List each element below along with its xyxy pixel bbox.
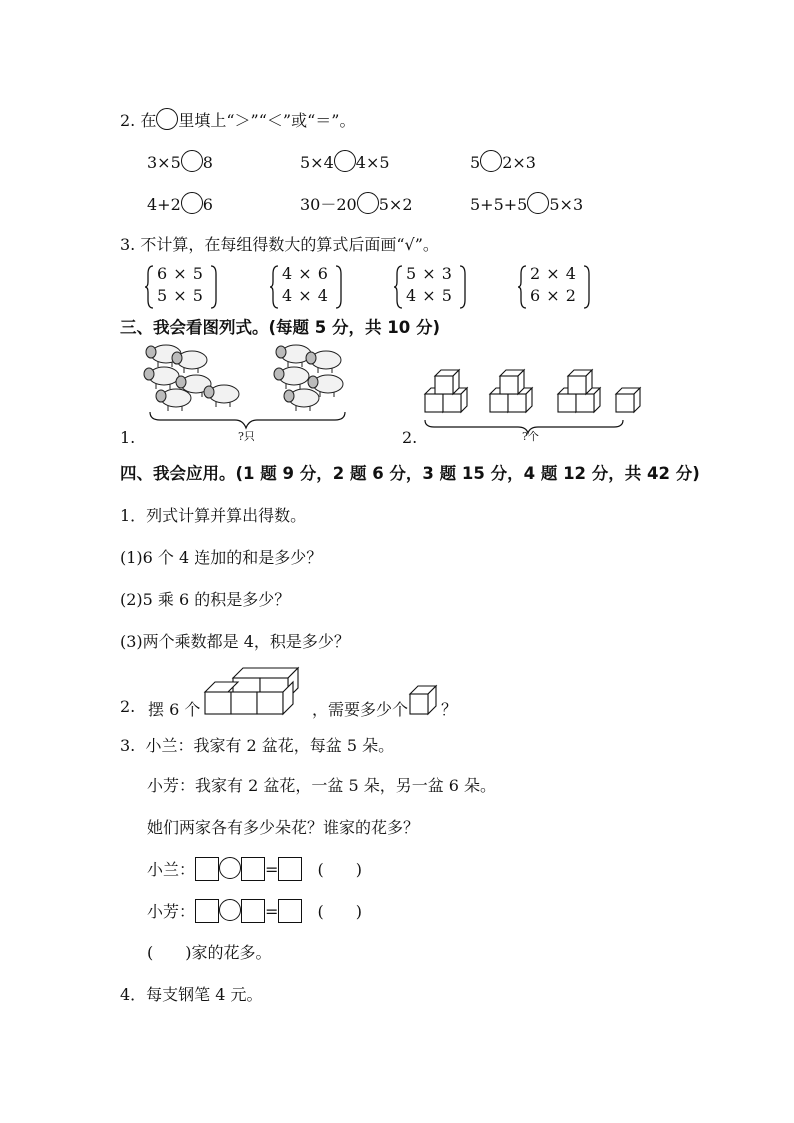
cube-icon	[568, 370, 592, 394]
s4-q3-line3: 她们两家各有多少朵花？谁家的花多？	[147, 818, 420, 837]
operator-circle[interactable]	[219, 899, 241, 921]
compare-item-3: 5 2×3	[470, 150, 536, 172]
single-cube-icon	[408, 684, 440, 716]
unit-blank[interactable]: ( )	[317, 902, 363, 921]
sheep-icon	[172, 351, 207, 373]
picture-2-number: 2.	[402, 428, 418, 447]
cube-icon	[616, 388, 640, 412]
sheep-icon	[204, 385, 239, 407]
picture-1-label: ?只	[238, 430, 255, 443]
compare-item-2: 5×4 4×5	[300, 150, 390, 172]
s4-q2-text-a: 摆 6 个	[148, 700, 201, 719]
compare-pair-4: 2 × 4 6 × 2	[518, 264, 598, 310]
answer-circle[interactable]	[181, 150, 203, 172]
s4-q2-text-b: ，需要多少个	[312, 700, 409, 719]
s4-q3-line1: 3. 小兰：我家有 2 盆花，每盆 5 朵。	[120, 736, 395, 755]
answer-circle[interactable]	[181, 192, 203, 214]
picture-1-number: 1.	[120, 428, 136, 447]
compare-item-4: 4+2 6	[147, 192, 213, 214]
sheep-icon	[274, 367, 309, 389]
answer-circle[interactable]	[334, 150, 356, 172]
sheep-icon	[306, 351, 341, 373]
sheep-brace	[150, 412, 345, 428]
s4-q1-sub1: (1)6 个 4 连加的和是多少？	[120, 548, 323, 567]
sheep-icon	[284, 389, 319, 411]
answer-box[interactable]	[278, 857, 302, 881]
s4-q3-line2: 小芳：我家有 2 盆花，一盆 5 朵，另一盆 6 朵。	[147, 776, 497, 795]
section-4-title: 四、我会应用。(1 题 9 分，2 题 6 分，3 题 15 分，4 题 12 分，共 42 分)	[120, 464, 700, 483]
s4-q3-conclusion: ( )家的花多。	[147, 943, 272, 962]
compare-item-6: 5+5+5 5×3	[470, 192, 583, 214]
operator-circle[interactable]	[219, 857, 241, 879]
answer-box[interactable]	[195, 857, 219, 881]
compare-item-5: 30－20 5×2	[300, 192, 413, 215]
answer-box[interactable]	[278, 899, 302, 923]
answer-circle[interactable]	[357, 192, 379, 214]
s4-q1: 1．列式计算并算出得数。	[120, 506, 307, 525]
cubes-illustration	[420, 370, 650, 435]
q3-prompt: 3. 不计算，在每组得数大的算式后面画“√”。	[120, 235, 439, 254]
cube-stack-icon	[203, 658, 303, 716]
sheep-icon	[144, 367, 179, 389]
s4-q3-answer-1: 小兰： = ( )	[147, 857, 362, 881]
s4-q2-text-c: ？	[441, 700, 458, 719]
compare-pair-3: 5 × 3 4 × 5	[394, 264, 474, 310]
s4-q2-number: 2.	[120, 697, 136, 716]
section-3-title: 三、我会看图列式。(每题 5 分，共 10 分)	[120, 318, 441, 337]
compare-circle	[156, 108, 178, 130]
answer-circle[interactable]	[480, 150, 502, 172]
compare-item-1: 3×5 8	[147, 150, 213, 172]
unit-blank[interactable]: ( )	[317, 860, 363, 879]
compare-pair-2: 4 × 6 4 × 4	[270, 264, 350, 310]
picture-2-label: ?个	[522, 430, 539, 443]
answer-circle[interactable]	[527, 192, 549, 214]
s4-q3-answer-2: 小芳： = ( )	[147, 899, 362, 923]
compare-pair-1: 6 × 5 5 × 5	[145, 264, 225, 310]
cube-icon	[435, 370, 459, 394]
s4-q1-sub2: (2)5 乘 6 的积是多少？	[120, 590, 291, 609]
answer-blank[interactable]: ( )	[147, 943, 192, 962]
sheep-icon	[156, 389, 191, 411]
answer-box[interactable]	[241, 857, 265, 881]
sheep-illustration	[140, 340, 360, 430]
cube-icon	[500, 370, 524, 394]
s4-q4: 4．每支钢笔 4 元。	[120, 985, 263, 1004]
answer-box[interactable]	[195, 899, 219, 923]
answer-box[interactable]	[241, 899, 265, 923]
q2-prompt: 2. 在 里填上“＞”“＜”或“＝”。	[120, 108, 355, 131]
s4-q1-sub3: (3)两个乘数都是 4，积是多少？	[120, 632, 350, 651]
